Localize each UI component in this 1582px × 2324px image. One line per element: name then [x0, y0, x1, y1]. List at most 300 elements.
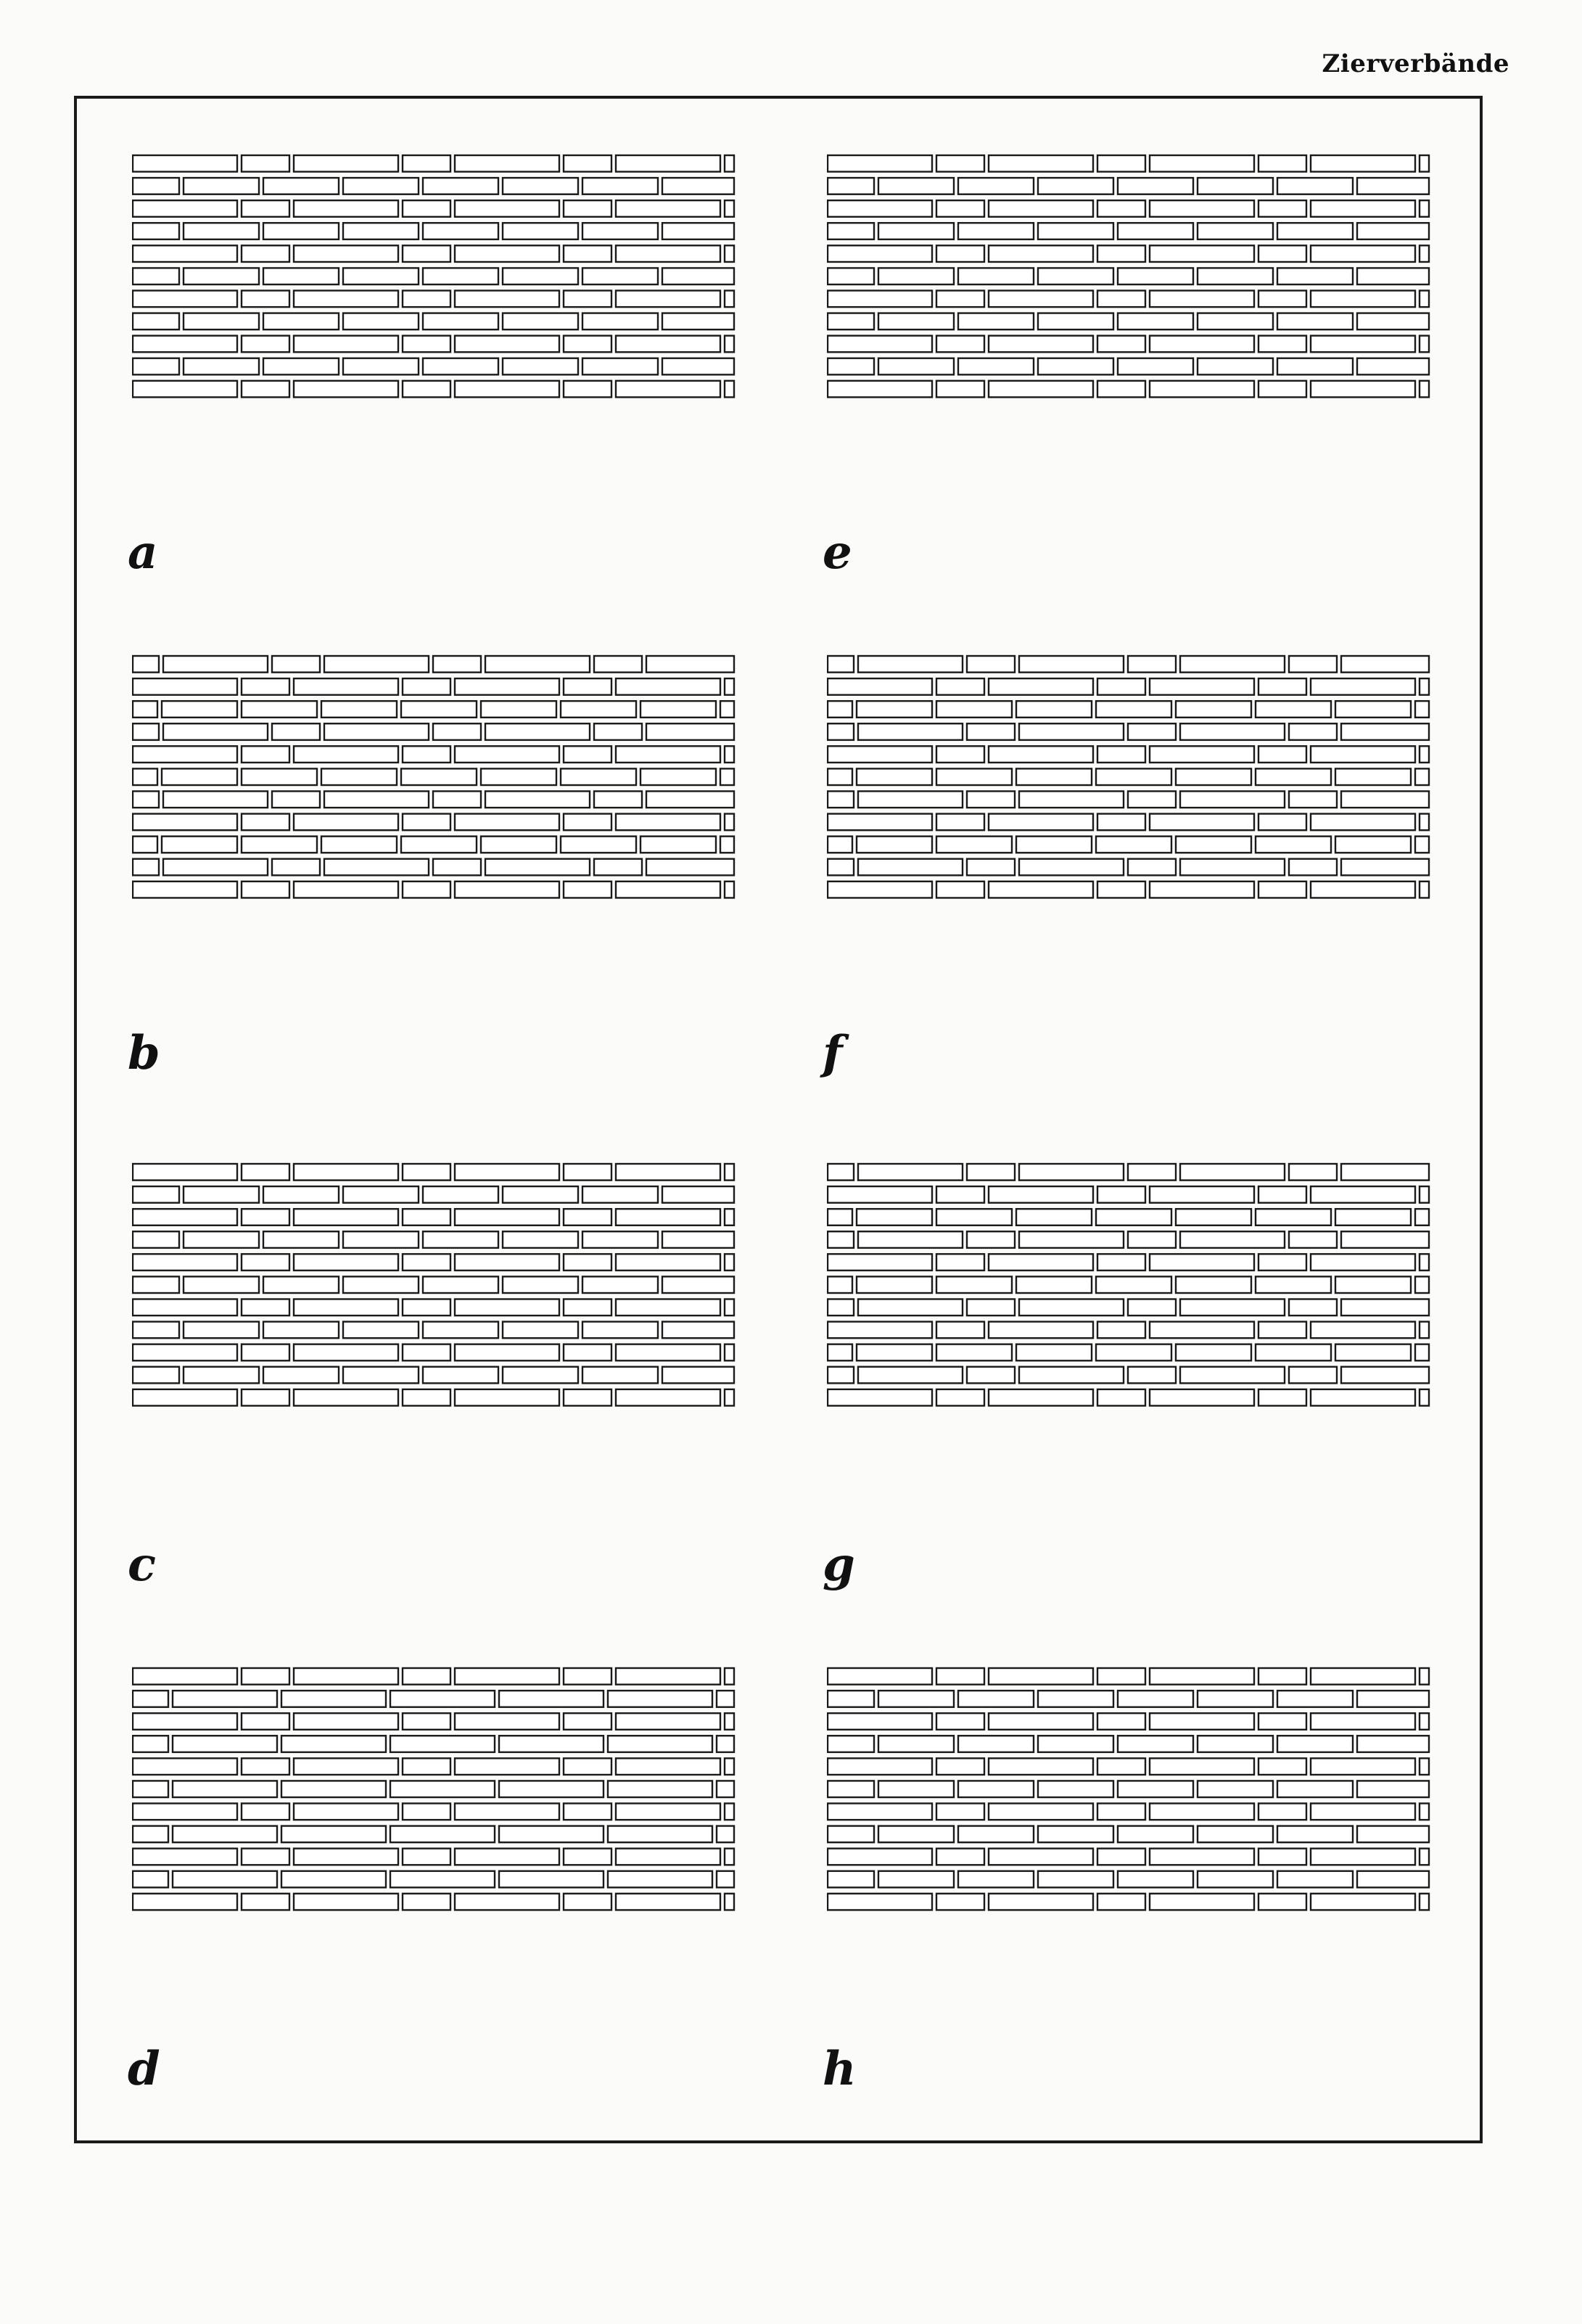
brick	[1289, 791, 1337, 808]
brick	[857, 837, 932, 853]
brick	[133, 1668, 237, 1685]
brick	[1128, 1164, 1176, 1181]
brick	[936, 1389, 984, 1406]
brick	[423, 1367, 498, 1384]
brick	[725, 290, 734, 307]
brick	[263, 313, 339, 330]
brick	[423, 1186, 498, 1203]
brick	[163, 656, 268, 673]
brick	[1311, 1668, 1415, 1685]
brick	[989, 290, 1093, 307]
brick	[720, 837, 734, 853]
brick	[162, 768, 237, 785]
brick	[1038, 1781, 1113, 1797]
brick	[1038, 268, 1113, 284]
brick	[582, 313, 658, 330]
brick	[133, 1871, 168, 1888]
brick	[725, 381, 734, 398]
brick	[725, 1758, 734, 1775]
brick	[133, 837, 157, 853]
brick	[1311, 678, 1415, 695]
brick	[564, 200, 611, 217]
brick	[184, 178, 259, 194]
brick	[616, 678, 720, 695]
brick	[989, 1849, 1093, 1865]
brick	[828, 1299, 854, 1315]
brick	[1096, 701, 1171, 718]
brick	[608, 1826, 712, 1843]
brick	[1258, 1713, 1306, 1730]
brick	[294, 1758, 398, 1775]
brick	[1341, 1367, 1429, 1384]
brick	[1038, 1826, 1113, 1843]
brick	[1096, 837, 1171, 853]
brick	[564, 1894, 611, 1910]
brick	[294, 1389, 398, 1406]
brick	[989, 1758, 1093, 1775]
brick	[662, 1231, 734, 1248]
brick	[1150, 245, 1254, 262]
brick	[1277, 358, 1353, 375]
brick	[133, 723, 159, 740]
brick	[594, 859, 642, 876]
brick	[1097, 1254, 1145, 1270]
brick	[717, 1826, 734, 1843]
brick	[878, 178, 954, 194]
brick	[423, 1322, 498, 1339]
brick	[1420, 1186, 1429, 1203]
brick	[958, 1781, 1034, 1797]
brick	[433, 656, 481, 673]
brick	[324, 859, 429, 876]
brick	[616, 814, 720, 831]
brick	[133, 223, 179, 239]
brick	[1198, 1871, 1273, 1888]
brick	[281, 1736, 386, 1752]
brick	[1277, 268, 1353, 284]
brick	[503, 223, 578, 239]
brick	[503, 178, 578, 194]
brick	[133, 1231, 179, 1248]
brick	[582, 1322, 658, 1339]
brick	[133, 746, 237, 763]
brick	[403, 1713, 450, 1730]
brick	[455, 678, 559, 695]
brick	[242, 768, 317, 785]
brick	[1096, 1344, 1171, 1361]
brick	[242, 1344, 289, 1361]
brick	[1128, 791, 1176, 808]
brick	[455, 1164, 559, 1181]
brick	[1335, 837, 1411, 853]
brick	[1118, 1736, 1193, 1752]
brick	[1277, 1871, 1353, 1888]
brick	[1311, 200, 1415, 217]
brick	[455, 200, 559, 217]
brick	[133, 791, 159, 808]
brick	[1311, 290, 1415, 307]
brick	[263, 1186, 339, 1203]
brick	[242, 1164, 289, 1181]
brick	[485, 859, 590, 876]
brick	[499, 1871, 603, 1888]
brick	[242, 1389, 289, 1406]
brick	[725, 1344, 734, 1361]
brick	[725, 678, 734, 695]
brick	[564, 1849, 611, 1865]
brick	[1289, 1299, 1337, 1315]
brick	[989, 1668, 1093, 1685]
brick	[1019, 1299, 1124, 1315]
brick-pattern-f	[827, 653, 1433, 914]
brick	[936, 290, 984, 307]
brick	[616, 1164, 720, 1181]
brick	[1176, 768, 1251, 785]
brick	[878, 313, 954, 330]
brick	[958, 313, 1034, 330]
brick	[242, 1803, 289, 1820]
brick	[1198, 268, 1273, 284]
brick	[1097, 336, 1145, 353]
brick	[936, 678, 984, 695]
brick	[858, 791, 963, 808]
brick	[433, 791, 481, 808]
brick	[1415, 768, 1429, 785]
brick	[564, 746, 611, 763]
brick	[878, 223, 954, 239]
brick	[401, 837, 477, 853]
brick	[662, 358, 734, 375]
brick	[242, 1299, 289, 1315]
brick	[133, 313, 179, 330]
brick	[242, 1894, 289, 1910]
brick	[1180, 1299, 1285, 1315]
brick	[1420, 882, 1429, 898]
brick	[936, 882, 984, 898]
brick	[989, 200, 1093, 217]
brick	[294, 678, 398, 695]
brick	[616, 1344, 720, 1361]
brick	[1096, 768, 1171, 785]
brick	[1180, 656, 1285, 673]
brick	[564, 1803, 611, 1820]
brick	[828, 1322, 932, 1339]
brick	[1341, 791, 1429, 808]
brick	[1096, 1276, 1171, 1293]
brick	[403, 1803, 450, 1820]
brick	[1118, 1826, 1193, 1843]
brick	[1128, 1367, 1176, 1384]
brick	[828, 178, 874, 194]
brick	[616, 200, 720, 217]
brick	[1258, 1322, 1306, 1339]
brick	[272, 859, 320, 876]
brick	[1097, 245, 1145, 262]
brick	[485, 791, 590, 808]
brick	[828, 1849, 932, 1865]
brick	[1420, 336, 1429, 353]
brick	[294, 1894, 398, 1910]
brick	[936, 1849, 984, 1865]
brick	[1335, 1344, 1411, 1361]
brick	[564, 245, 611, 262]
brick	[1420, 1849, 1429, 1865]
brick	[958, 358, 1034, 375]
brick	[455, 1803, 559, 1820]
brick	[133, 178, 179, 194]
brick	[936, 701, 1012, 718]
brick	[455, 245, 559, 262]
brick	[878, 1736, 954, 1752]
brick	[564, 381, 611, 398]
brick	[184, 1231, 259, 1248]
brick	[958, 178, 1034, 194]
brick	[242, 155, 289, 172]
brick	[343, 1186, 419, 1203]
brick	[1150, 1186, 1254, 1203]
brick	[1118, 178, 1193, 194]
brick	[1258, 381, 1306, 398]
brick	[616, 882, 720, 898]
brick	[1258, 1186, 1306, 1203]
brick	[1176, 1209, 1251, 1225]
brick	[1277, 1826, 1353, 1843]
brick	[133, 1781, 168, 1797]
brick	[989, 336, 1093, 353]
brick	[281, 1781, 386, 1797]
brick	[1420, 678, 1429, 695]
brick	[989, 1894, 1093, 1910]
brick	[828, 1254, 932, 1270]
brick	[1038, 1736, 1113, 1752]
brick	[1118, 1871, 1193, 1888]
brick	[133, 245, 237, 262]
brick	[133, 1344, 237, 1361]
brick	[936, 1803, 984, 1820]
brick	[989, 1322, 1093, 1339]
brick	[936, 814, 984, 831]
brick	[878, 1691, 954, 1707]
brick	[423, 223, 498, 239]
brick	[1038, 1871, 1113, 1888]
brick	[936, 1186, 984, 1203]
brick	[499, 1691, 603, 1707]
brick	[616, 1209, 720, 1225]
brick	[936, 1668, 984, 1685]
brick	[1311, 245, 1415, 262]
brick	[967, 723, 1015, 740]
brick	[828, 1186, 932, 1203]
brick-pattern-d	[132, 1665, 738, 1926]
brick	[184, 1367, 259, 1384]
brick	[133, 1826, 168, 1843]
brick	[272, 791, 320, 808]
brick	[133, 155, 237, 172]
brick	[1311, 1803, 1415, 1820]
brick	[828, 791, 854, 808]
brick	[828, 290, 932, 307]
brick	[989, 814, 1093, 831]
brick	[646, 859, 734, 876]
brick	[936, 200, 984, 217]
brick	[958, 1826, 1034, 1843]
brick	[133, 678, 237, 695]
brick	[1415, 837, 1429, 853]
brick	[967, 1164, 1015, 1181]
brick	[828, 1164, 854, 1181]
brick	[828, 1826, 874, 1843]
brick	[455, 1299, 559, 1315]
brick	[1357, 1871, 1429, 1888]
brick	[1258, 1758, 1306, 1775]
brick	[173, 1691, 277, 1707]
brick	[1420, 245, 1429, 262]
brick	[1118, 1691, 1193, 1707]
brick	[1016, 701, 1092, 718]
brick	[1019, 1367, 1124, 1384]
brick	[281, 1826, 386, 1843]
brick	[1128, 1299, 1176, 1315]
brick	[343, 223, 419, 239]
panel-label-h: h	[823, 2042, 857, 2096]
brick	[828, 1344, 852, 1361]
brick	[662, 223, 734, 239]
brick	[878, 1826, 954, 1843]
brick	[662, 1367, 734, 1384]
brick	[294, 746, 398, 763]
brick	[263, 1276, 339, 1293]
brick	[294, 290, 398, 307]
brick	[858, 1299, 963, 1315]
brick	[403, 1299, 450, 1315]
brick	[989, 155, 1093, 172]
brick	[1097, 200, 1145, 217]
brick	[1258, 1803, 1306, 1820]
brick	[958, 1871, 1034, 1888]
brick	[725, 155, 734, 172]
brick	[936, 1894, 984, 1910]
brick	[1097, 746, 1145, 763]
brick	[1016, 768, 1092, 785]
brick	[828, 1713, 932, 1730]
brick	[564, 1758, 611, 1775]
brick	[1019, 1164, 1124, 1181]
brick	[662, 1186, 734, 1203]
brick	[455, 814, 559, 831]
brick	[1341, 1299, 1429, 1315]
brick	[1038, 223, 1113, 239]
brick	[1198, 1691, 1273, 1707]
brick	[133, 1322, 179, 1339]
brick	[1357, 1781, 1429, 1797]
brick	[163, 791, 268, 808]
brick	[294, 1164, 398, 1181]
brick	[616, 1713, 720, 1730]
brick	[343, 268, 419, 284]
brick	[1311, 1758, 1415, 1775]
brick	[133, 1254, 237, 1270]
brick	[455, 381, 559, 398]
brick	[616, 1758, 720, 1775]
brick	[1420, 155, 1429, 172]
brick	[662, 268, 734, 284]
brick	[423, 268, 498, 284]
brick	[958, 1691, 1034, 1707]
brick	[561, 768, 636, 785]
brick	[828, 1871, 874, 1888]
brick	[828, 1231, 854, 1248]
brick	[828, 723, 854, 740]
brick	[343, 1367, 419, 1384]
brick	[343, 1231, 419, 1248]
brick	[1289, 1231, 1337, 1248]
brick	[1097, 381, 1145, 398]
brick	[403, 1164, 450, 1181]
brick	[1128, 656, 1176, 673]
brick	[857, 1276, 932, 1293]
brick	[725, 1803, 734, 1820]
brick	[343, 358, 419, 375]
brick	[1016, 1209, 1092, 1225]
brick	[455, 1849, 559, 1865]
brick	[1180, 1367, 1285, 1384]
brick	[242, 336, 289, 353]
brick	[133, 1367, 179, 1384]
brick	[1097, 1758, 1145, 1775]
brick	[564, 1668, 611, 1685]
brick	[1150, 678, 1254, 695]
brick	[989, 1803, 1093, 1820]
brick	[1311, 1254, 1415, 1270]
brick	[503, 1231, 578, 1248]
brick	[1097, 1186, 1145, 1203]
brick	[725, 746, 734, 763]
brick	[455, 882, 559, 898]
brick	[1258, 245, 1306, 262]
brick	[1415, 701, 1429, 718]
brick	[403, 746, 450, 763]
brick	[1256, 701, 1331, 718]
brick	[828, 1736, 874, 1752]
brick	[828, 768, 852, 785]
brick	[294, 1209, 398, 1225]
brick	[242, 814, 289, 831]
brick	[1176, 1344, 1251, 1361]
brick	[828, 336, 932, 353]
brick	[828, 223, 874, 239]
brick	[1128, 859, 1176, 876]
brick	[828, 1758, 932, 1775]
brick	[725, 1209, 734, 1225]
brick	[662, 178, 734, 194]
brick	[858, 723, 963, 740]
brick	[936, 1276, 1012, 1293]
brick	[1256, 837, 1331, 853]
brick	[242, 1254, 289, 1270]
brick	[828, 268, 874, 284]
brick	[1311, 1389, 1415, 1406]
brick-pattern-a	[132, 152, 738, 414]
brick	[564, 1389, 611, 1406]
brick	[163, 723, 268, 740]
brick	[1341, 859, 1429, 876]
brick	[936, 746, 984, 763]
brick	[1357, 1736, 1429, 1752]
panel-label-f: f	[823, 1026, 843, 1080]
brick	[481, 701, 556, 718]
brick	[433, 859, 481, 876]
brick	[1097, 290, 1145, 307]
